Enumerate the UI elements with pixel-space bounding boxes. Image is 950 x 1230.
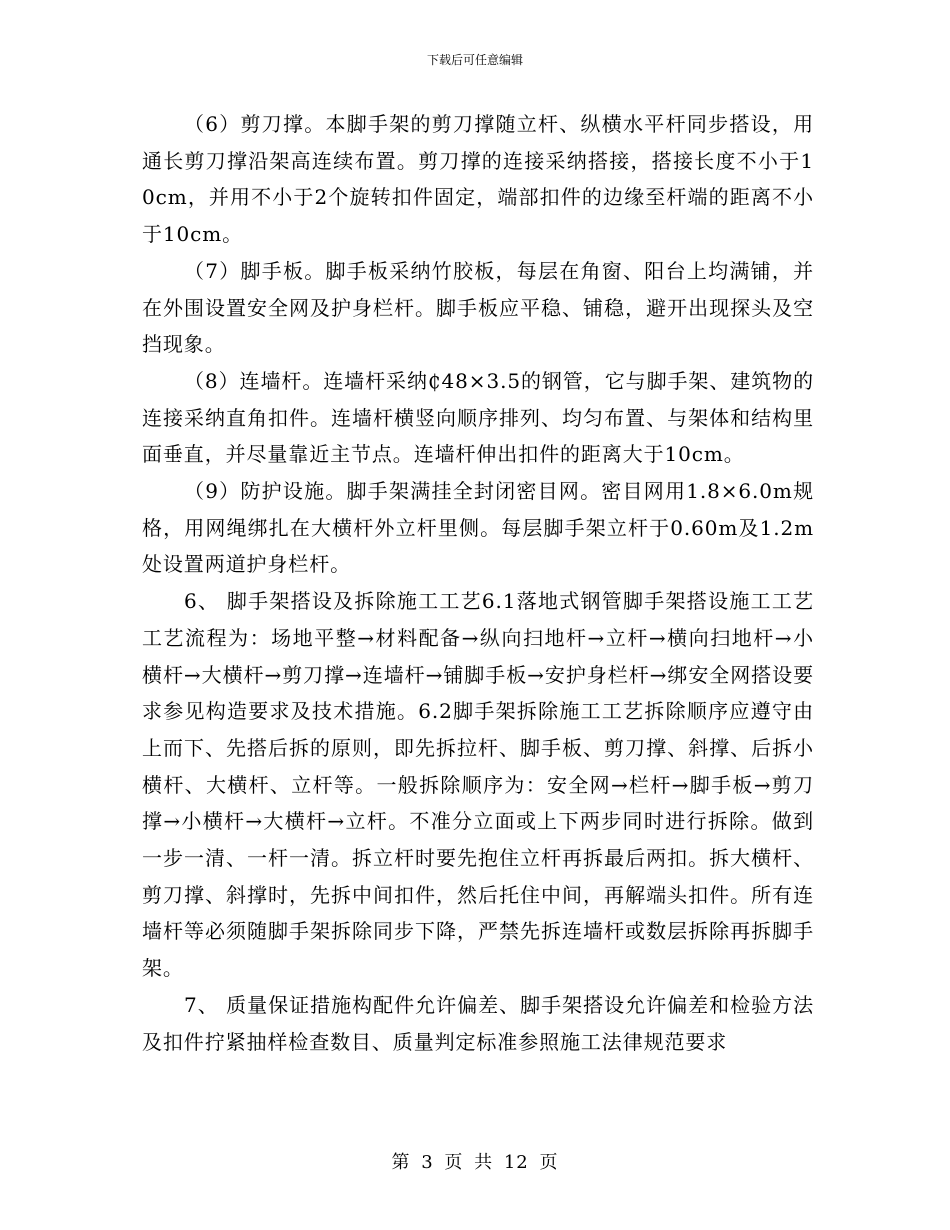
paragraph-quality-assurance: 7、 质量保证措施构配件允许偏差、脚手架搭设允许偏差和检验方法及扣件拧紧抽样检查数目、质量判定标准参照施工法律规范要求 — [142, 992, 814, 1054]
page-number: 第 3 页 共 12 页 — [391, 1152, 559, 1173]
paragraph-scissor-brace: （6）剪刀撑。本脚手架的剪刀撑随立杆、纵横水平杆同步搭设，用通长剪刀撑沿架高连续布置。剪刀撑的连接采纳搭接，搭接长度不小于10cm，并用不小于2个旋转扣件固定，端部扣件的边缘至杆端的距离不小于10cm。 — [142, 112, 814, 247]
paragraph-erection-dismantling: 6、 脚手架搭设及拆除施工工艺6.1落地式钢管脚手架搭设施工工艺工艺流程为：场地平整→材料配备→纵向扫地杆→立杆→横向扫地杆→小横杆→大横杆→剪刀撑→连墙杆→铺脚手板→安护身栏杆→绑安全网搭设要求参见构造要求及技术措施。6.2脚手架拆除施工工艺拆除顺序应遵守由上而下、先搭后拆的原则，即先拆拉杆、脚手板、剪刀撑、斜撑、后拆小横杆、大横杆、立杆等。一般拆除顺序为：安全网→栏杆→脚手板→剪刀撑→小横杆→大横杆→立杆。不准分立面或上下两步同时进行拆除。做到一步一清、一杆一清。拆立杆时要先抱住立杆再拆最后两扣。拆大横杆、剪刀撑、斜撑时，先拆中间扣件，然后托住中间，再解端头扣件。所有连墙杆等必须随脚手架拆除同步下降，严禁先拆连墙杆或数层拆除再拆脚手架。 — [142, 589, 814, 981]
paragraph-scaffold-board: （7）脚手板。脚手板采纳竹胶板，每层在角窗、阳台上均满铺，并在外围设置安全网及护身栏杆。脚手板应平稳、铺稳，避开出现探头及空挡现象。 — [142, 258, 814, 357]
page-header: 下载后可任意编辑 — [426, 53, 523, 67]
paragraph-wall-tie: （8）连墙杆。连墙杆采纳₵48×3.5的钢管，它与脚手架、建筑物的连接采纳直角扣件。连墙杆横竖向顺序排列、均匀布置、与架体和结构里面垂直，并尽量靠近主节点。连墙杆伸出扣件的距离大于10cm。 — [142, 368, 814, 467]
body-text — [142, 106, 814, 1060]
paragraph-protection: （9）防护设施。脚手架满挂全封闭密目网。密目网用1.8×6.0m规格，用网绳绑扎在大横杆外立杆里侧。每层脚手架立杆于0.60m及1.2m处设置两道护身栏杆。 — [142, 479, 814, 577]
